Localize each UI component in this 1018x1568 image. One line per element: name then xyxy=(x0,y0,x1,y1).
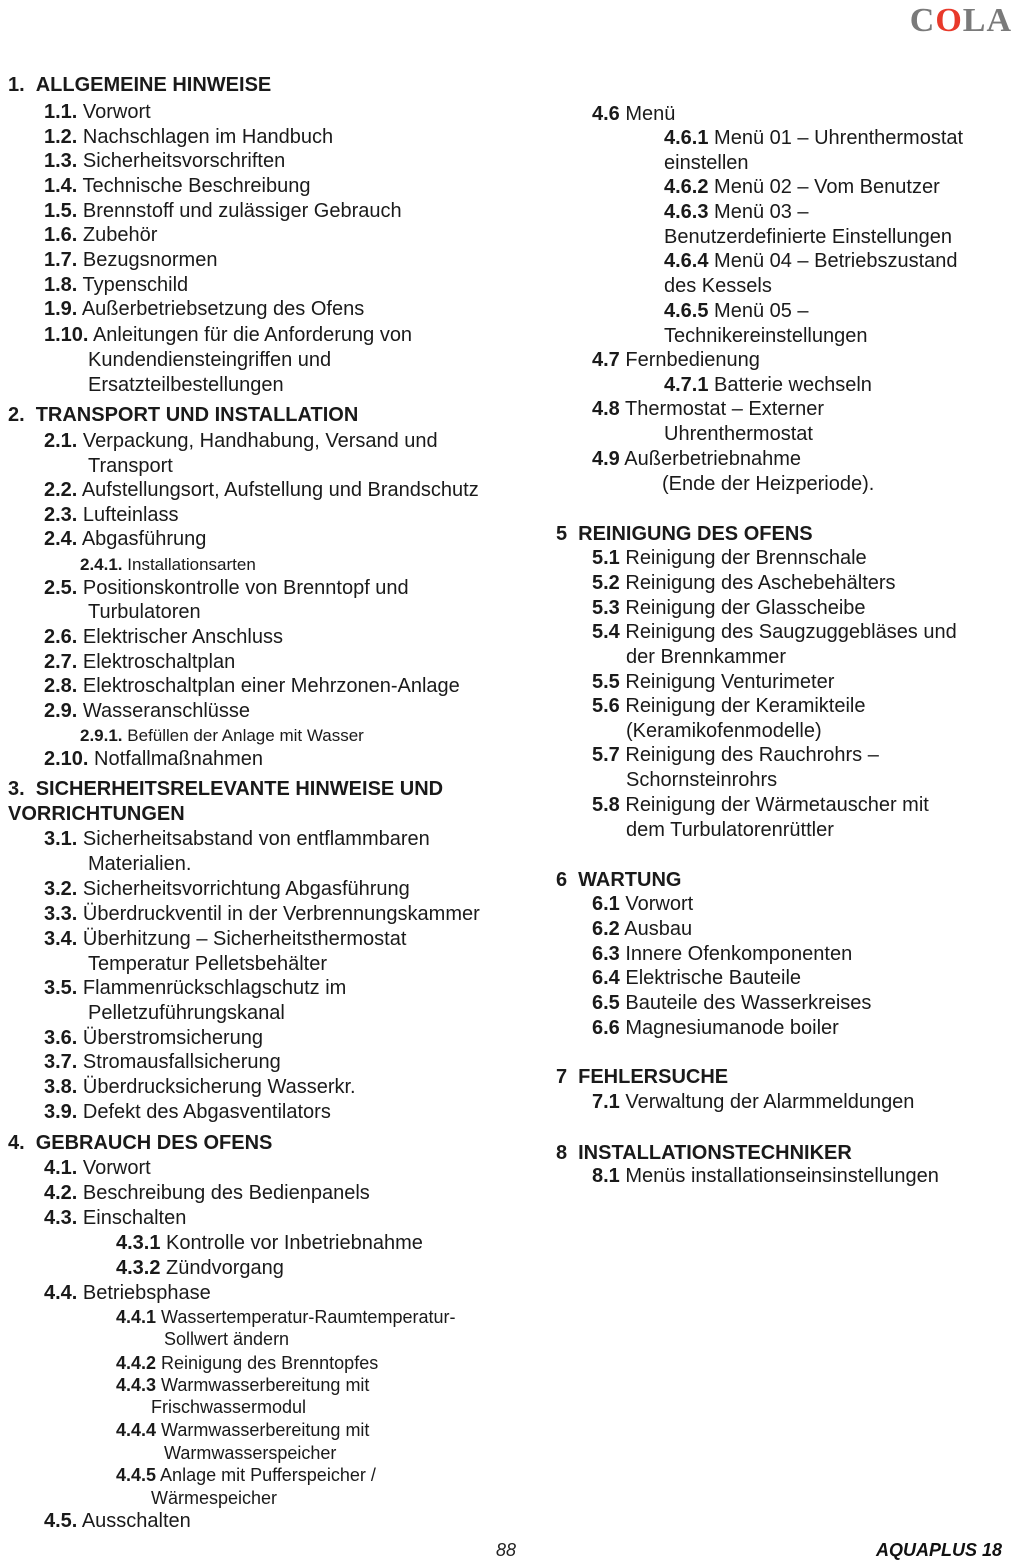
toc-entry-title: Menü 05 – xyxy=(708,300,809,322)
toc-entry-title: Warmwasserspeicher xyxy=(164,1443,337,1463)
toc-entry xyxy=(44,175,310,198)
toc-entry-number: 2.1. xyxy=(44,430,78,452)
toc-entry xyxy=(116,1420,369,1441)
toc-entry-number: 4.2. xyxy=(44,1182,78,1204)
toc-entry-number: 4.4.4 xyxy=(116,1420,157,1440)
toc-entry-title: Flammenrückschlagschutz im xyxy=(77,977,347,999)
toc-entry-number: 8.1 xyxy=(592,1165,620,1187)
toc-entry-title: Notfallmaßnahmen xyxy=(88,748,264,770)
toc-entry-number: 6.6 xyxy=(592,1017,620,1039)
toc-entry-continuation xyxy=(662,473,874,496)
toc-entry-title: Reinigung der Glasscheibe xyxy=(619,597,866,619)
toc-entry-number: 1. xyxy=(8,74,25,96)
toc-entry-continuation xyxy=(88,1002,285,1025)
toc-entry-title: Turbulatoren xyxy=(88,601,201,623)
toc-entry-number: 1.3. xyxy=(44,150,78,172)
toc-entry-title: Ausbau xyxy=(619,918,693,940)
toc-entry-number: 2.5. xyxy=(44,577,78,599)
toc-entry-title: Anlage mit Pufferspeicher / xyxy=(156,1465,376,1485)
toc-entry-number: 6.3 xyxy=(592,943,620,965)
toc-entry-number: 3.2. xyxy=(44,878,78,900)
toc-entry xyxy=(44,1207,186,1230)
toc-entry xyxy=(592,671,834,694)
toc-entry xyxy=(592,621,957,644)
toc-entry-title: einstellen xyxy=(664,152,749,174)
toc-entry-number: 3. xyxy=(8,778,25,800)
toc-entry-number: 4.6.3 xyxy=(664,201,709,223)
toc-entry-title: Bauteile des Wasserkreises xyxy=(619,992,872,1014)
toc-entry xyxy=(44,828,430,851)
toc-entry-title: Abgasführung xyxy=(77,528,207,550)
toc-entry xyxy=(592,918,692,941)
toc-entry-number: 4.7 xyxy=(592,349,620,371)
toc-entry-title: Zündvorgang xyxy=(160,1257,284,1279)
toc-entry-number: 8 xyxy=(556,1142,568,1164)
toc-entry-number: 5.1 xyxy=(592,547,620,569)
toc-entry xyxy=(44,298,364,321)
toc-entry xyxy=(44,1157,151,1180)
toc-entry-title: Schornsteinrohrs xyxy=(626,769,778,791)
toc-entry xyxy=(116,1232,423,1255)
toc-entry xyxy=(664,374,872,397)
toc-entry xyxy=(44,878,410,901)
toc-entry xyxy=(44,903,480,926)
toc-entry-number: 7.1 xyxy=(592,1091,620,1113)
toc-entry-title: Elektrische Bauteile xyxy=(619,967,802,989)
toc-entry-title: Reinigung der Wärmetauscher mit xyxy=(619,794,929,816)
toc-entry xyxy=(44,479,479,502)
toc-entry-title: Überhitzung – Sicherheitsthermostat xyxy=(77,928,407,950)
toc-entry-number: 1.6. xyxy=(44,224,78,246)
toc-entry-title: Außerbetriebnahme xyxy=(619,448,802,470)
toc-entry-number: 6.4 xyxy=(592,967,620,989)
toc-entry-title: Batterie wechseln xyxy=(708,374,872,396)
page-number: 88 xyxy=(496,1540,517,1560)
toc-entry-title: INSTALLATIONSTECHNIKER xyxy=(578,1142,852,1164)
toc-entry-continuation xyxy=(88,953,327,976)
toc-entry-number: 2. xyxy=(8,404,25,426)
toc-entry-title: Beschreibung des Bedienpanels xyxy=(77,1182,370,1204)
toc-entry-number: 3.4. xyxy=(44,928,78,950)
toc-section-heading xyxy=(8,74,271,97)
toc-entry-number: 1.8. xyxy=(44,274,78,296)
toc-entry xyxy=(592,744,879,767)
toc-entry-number: 1.4. xyxy=(44,175,78,197)
toc-section-heading xyxy=(8,778,443,801)
toc-entry-number: 1.1. xyxy=(44,101,78,123)
toc-entry xyxy=(44,748,263,771)
toc-entry-number: 2.8. xyxy=(44,675,78,697)
toc-entry-continuation xyxy=(664,325,867,348)
toc-entry-title: Transport xyxy=(88,455,173,477)
toc-section-heading xyxy=(556,523,813,546)
toc-entry-title: dem Turbulatorenrüttler xyxy=(626,819,834,841)
toc-entry-title: VORRICHTUNGEN xyxy=(8,803,185,825)
toc-entry xyxy=(44,324,412,347)
toc-entry xyxy=(592,943,852,966)
toc-entry-continuation xyxy=(88,455,173,478)
toc-entry-number: 4.9 xyxy=(592,448,620,470)
toc-entry xyxy=(80,555,256,575)
toc-entry-title: Wassertemperatur-Raumtemperatur- xyxy=(156,1307,456,1327)
toc-entry-number: 7 xyxy=(556,1066,568,1088)
toc-entry xyxy=(44,1282,211,1305)
toc-entry-title: Typenschild xyxy=(77,274,189,296)
toc-entry-title: Wasseranschlüsse xyxy=(77,700,251,722)
toc-entry-title: Sicherheitsvorschriften xyxy=(77,150,286,172)
toc-entry-number: 2.4.1. xyxy=(80,555,123,574)
toc-entry-title: Temperatur Pelletsbehälter xyxy=(88,953,328,975)
toc-entry-title: Einschalten xyxy=(77,1207,187,1229)
toc-entry xyxy=(44,430,438,453)
toc-entry xyxy=(44,1076,356,1099)
toc-entry-title: REINIGUNG DES OFENS xyxy=(578,523,813,545)
toc-entry xyxy=(592,103,675,126)
toc-entry-title: Lufteinlass xyxy=(77,504,179,526)
toc-entry-title: Nachschlagen im Handbuch xyxy=(77,126,334,148)
toc-entry-number: 5.5 xyxy=(592,671,620,693)
toc-entry-continuation xyxy=(626,646,786,669)
toc-entry-title: Menü 03 – xyxy=(708,201,809,223)
toc-entry-number: 3.7. xyxy=(44,1051,78,1073)
toc-entry-title: ALLGEMEINE HINWEISE xyxy=(35,74,272,96)
toc-entry-number: 4.3. xyxy=(44,1207,78,1229)
toc-entry xyxy=(44,651,235,674)
toc-entry-title: Technische Beschreibung xyxy=(77,175,311,197)
toc-entry xyxy=(592,695,866,718)
toc-entry-number: 3.9. xyxy=(44,1101,78,1123)
toc-entry-title: des Kessels xyxy=(664,275,772,297)
footer-product-title: AQUAPLUS 18 xyxy=(875,1540,1002,1560)
toc-entry xyxy=(44,528,206,551)
toc-entry xyxy=(592,967,801,990)
toc-entry-continuation xyxy=(88,349,331,372)
toc-entry-number: 1.10. xyxy=(44,324,89,346)
toc-entry-title: WARTUNG xyxy=(578,869,682,891)
toc-entry-title: Zubehör xyxy=(77,224,158,246)
toc-entry-continuation xyxy=(151,1397,306,1418)
toc-entry-number: 4.4. xyxy=(44,1282,78,1304)
toc-entry-number: 3.3. xyxy=(44,903,78,925)
toc-entry-title: Reinigung des Aschebehälters xyxy=(619,572,896,594)
toc-entry-number: 4.8 xyxy=(592,398,620,420)
toc-entry-continuation xyxy=(626,819,834,842)
toc-entry xyxy=(44,577,409,600)
toc-entry-title: Anleitungen für die Anforderung von xyxy=(88,324,413,346)
toc-entry-title: Ausschalten xyxy=(77,1510,191,1532)
toc-section-heading xyxy=(8,404,358,427)
toc-entry-title: (Ende der Heizperiode). xyxy=(662,473,875,495)
toc-entry-number: 3.5. xyxy=(44,977,78,999)
toc-entry xyxy=(664,201,809,224)
toc-entry-continuation xyxy=(164,1443,336,1464)
toc-entry-number: 2.10. xyxy=(44,748,89,770)
toc-section-heading xyxy=(556,869,681,892)
toc-entry xyxy=(664,127,963,150)
toc-entry-continuation xyxy=(626,720,822,743)
toc-entry xyxy=(592,398,824,421)
toc-entry-title: Menü 01 – Uhrenthermostat xyxy=(708,127,964,149)
toc-entry-number: 3.8. xyxy=(44,1076,78,1098)
toc-entry-title: SICHERHEITSRELEVANTE HINWEISE UND xyxy=(35,778,444,800)
toc-entry-title: Aufstellungsort, Aufstellung und Brandschutz xyxy=(77,479,479,501)
toc-entry-number: 2.2. xyxy=(44,479,78,501)
toc-entry xyxy=(664,176,940,199)
toc-entry-title: Reinigung des Rauchrohrs – xyxy=(619,744,879,766)
toc-entry-number: 2.6. xyxy=(44,626,78,648)
toc-entry-continuation xyxy=(664,423,813,446)
toc-entry-number: 5.8 xyxy=(592,794,620,816)
toc-entry xyxy=(44,126,333,149)
toc-entry-number: 4.4.1 xyxy=(116,1307,157,1327)
toc-entry-title: Verpackung, Handhabung, Versand und xyxy=(77,430,438,452)
toc-entry-title: Vorwort xyxy=(77,101,151,123)
toc-entry-number: 5.2 xyxy=(592,572,620,594)
toc-entry-number: 1.5. xyxy=(44,200,78,222)
toc-entry-title: Vorwort xyxy=(77,1157,151,1179)
toc-entry xyxy=(80,726,364,746)
toc-entry xyxy=(44,700,250,723)
toc-entry-title: Überdrucksicherung Wasserkr. xyxy=(77,1076,356,1098)
toc-entry xyxy=(592,448,801,471)
toc-entry xyxy=(44,626,283,649)
toc-entry-title: Fernbedienung xyxy=(619,349,760,371)
toc-entry-continuation xyxy=(8,803,185,826)
toc-entry-number: 6.2 xyxy=(592,918,620,940)
toc-entry-number: 4.7.1 xyxy=(664,374,709,396)
toc-entry-number: 2.7. xyxy=(44,651,78,673)
toc-entry xyxy=(44,1051,281,1074)
toc-entry-title: der Brennkammer xyxy=(626,646,787,668)
toc-entry-number: 4.3.2 xyxy=(116,1257,161,1279)
toc-entry-continuation xyxy=(88,853,191,876)
toc-entry xyxy=(44,249,217,272)
toc-entry-title: Warmwasserbereitung mit xyxy=(156,1375,370,1395)
toc-entry-number: 2.4. xyxy=(44,528,78,550)
toc-entry-title: Menü 04 – Betriebszustand xyxy=(708,250,958,272)
toc-entry xyxy=(592,992,871,1015)
toc-entry-title: Reinigung der Keramikteile xyxy=(619,695,866,717)
toc-entry-title: Positionskontrolle von Brenntopf und xyxy=(77,577,409,599)
toc-entry-title: Sicherheitsabstand von entflammbaren xyxy=(77,828,430,850)
toc-entry-number: 6.5 xyxy=(592,992,620,1014)
toc-entry-title: Überstromsicherung xyxy=(77,1027,263,1049)
toc-entry-number: 6.1 xyxy=(592,893,620,915)
toc-entry xyxy=(116,1257,284,1280)
toc-entry-title: FEHLERSUCHE xyxy=(578,1066,729,1088)
toc-entry-title: Brennstoff und zulässiger Gebrauch xyxy=(77,200,402,222)
toc-entry-number: 5.7 xyxy=(592,744,620,766)
toc-section-heading xyxy=(8,1132,272,1155)
toc-entry-number: 2.9. xyxy=(44,700,78,722)
toc-entry-title: Frischwassermodul xyxy=(151,1397,307,1417)
toc-entry-title: Befüllen der Anlage mit Wasser xyxy=(122,726,364,745)
toc-entry-number: 4.6.2 xyxy=(664,176,709,198)
toc-entry xyxy=(592,893,693,916)
toc-entry-title: Kontrolle vor Inbetriebnahme xyxy=(160,1232,423,1254)
toc-entry-continuation xyxy=(164,1329,289,1350)
toc-entry xyxy=(116,1307,455,1328)
toc-entry-title: Bezugsnormen xyxy=(77,249,218,271)
toc-entry-title: Elektroschaltplan einer Mehrzonen-Anlage xyxy=(77,675,460,697)
toc-entry-title: (Keramikofenmodelle) xyxy=(626,720,822,742)
toc-entry xyxy=(592,1165,939,1188)
toc-entry xyxy=(592,572,896,595)
toc-entry xyxy=(592,1017,839,1040)
toc-entry-title: Kundendiensteingriffen und xyxy=(88,349,332,371)
toc-entry-continuation xyxy=(664,226,952,249)
toc-entry-title: Menü xyxy=(619,103,676,125)
toc-entry-title: Elektrischer Anschluss xyxy=(77,626,283,648)
toc-entry xyxy=(44,977,346,1000)
toc-entry-number: 1.2. xyxy=(44,126,78,148)
toc-entry-number: 4.6 xyxy=(592,103,620,125)
toc-entry-title: Uhrenthermostat xyxy=(664,423,813,445)
toc-entry xyxy=(44,1101,331,1124)
toc-entry-title: Überdruckventil in der Verbrennungskammer xyxy=(77,903,480,925)
toc-entry-title: Pelletzuführungskanal xyxy=(88,1002,285,1024)
toc-entry-continuation xyxy=(88,374,284,397)
toc-entry-title: Wärmespeicher xyxy=(151,1488,278,1508)
toc-entry-number: 6 xyxy=(556,869,568,891)
toc-entry-title: Verwaltung der Alarmmeldungen xyxy=(619,1091,915,1113)
toc-entry-title: Defekt des Abgasventilators xyxy=(77,1101,331,1123)
toc-entry-title: Technikereinstellungen xyxy=(664,325,868,347)
toc-entry xyxy=(44,1027,263,1050)
toc-entry xyxy=(44,504,179,527)
toc-entry-number: 4.4.5 xyxy=(116,1465,157,1485)
toc-entry-number: 4.4.2 xyxy=(116,1353,157,1373)
toc-entry-title: TRANSPORT UND INSTALLATION xyxy=(35,404,359,426)
toc-entry-title: Stromausfallsicherung xyxy=(77,1051,281,1073)
toc-entry-title: Innere Ofenkomponenten xyxy=(619,943,853,965)
toc-entry xyxy=(44,274,188,297)
toc-entry-number: 2.3. xyxy=(44,504,78,526)
toc-entry-number: 5.6 xyxy=(592,695,620,717)
toc-entry-title: Außerbetriebsetzung des Ofens xyxy=(77,298,365,320)
toc-entry-number: 4.4.3 xyxy=(116,1375,157,1395)
toc-entry-number: 5.4 xyxy=(592,621,620,643)
toc-entry xyxy=(116,1375,369,1396)
toc-section-heading xyxy=(556,1142,852,1165)
toc-entry-number: 3.6. xyxy=(44,1027,78,1049)
toc-entry xyxy=(116,1465,376,1486)
toc-entry xyxy=(44,675,460,698)
toc-entry-continuation xyxy=(664,275,772,298)
toc-entry-title: Sicherheitsvorrichtung Abgasführung xyxy=(77,878,410,900)
toc-entry-title: Reinigung Venturimeter xyxy=(619,671,835,693)
toc-entry xyxy=(592,1091,914,1114)
toc-entry-title: Elektroschaltplan xyxy=(77,651,236,673)
toc-entry-title: Menüs installationseinsinstellungen xyxy=(619,1165,939,1187)
toc-entry-title: Betriebsphase xyxy=(77,1282,211,1304)
toc-entry-continuation xyxy=(626,769,777,792)
toc-entry-number: 5.3 xyxy=(592,597,620,619)
toc-entry xyxy=(116,1353,378,1374)
toc-entry-continuation xyxy=(151,1488,277,1509)
toc-entry xyxy=(44,150,285,173)
toc-entry xyxy=(44,224,157,247)
toc-entry xyxy=(44,1182,370,1205)
toc-entry-title: Sollwert ändern xyxy=(164,1329,290,1349)
toc-entry-number: 4.3.1 xyxy=(116,1232,161,1254)
toc-entry-title: GEBRAUCH DES OFENS xyxy=(35,1132,273,1154)
toc-entry xyxy=(592,794,929,817)
toc-entry-number: 4.1. xyxy=(44,1157,78,1179)
toc-entry-number: 4.6.4 xyxy=(664,250,709,272)
toc-entry-title: Reinigung des Brenntopfes xyxy=(156,1353,379,1373)
toc-entry-title: Menü 02 – Vom Benutzer xyxy=(708,176,940,198)
toc-entry-title: Warmwasserbereitung mit xyxy=(156,1420,370,1440)
toc-entry xyxy=(44,1510,191,1533)
toc-entry-number: 1.7. xyxy=(44,249,78,271)
toc-entry-title: Reinigung des Saugzuggebläses und xyxy=(619,621,957,643)
toc-entry xyxy=(44,928,406,951)
toc-entry-number: 4.5. xyxy=(44,1510,78,1532)
toc-entry-title: Thermostat – Externer xyxy=(619,398,824,420)
cola-logo: COLA xyxy=(909,2,1012,39)
toc-entry-number: 4. xyxy=(8,1132,25,1154)
toc-entry-title: Installationsarten xyxy=(122,555,256,574)
toc-entry-continuation xyxy=(88,601,201,624)
toc-entry xyxy=(664,250,958,273)
toc-entry xyxy=(664,300,809,323)
toc-entry-title: Magnesiumanode boiler xyxy=(619,1017,839,1039)
toc-entry-number: 1.9. xyxy=(44,298,78,320)
toc-entry xyxy=(592,547,867,570)
toc-entry-title: Benutzerdefinierte Einstellungen xyxy=(664,226,952,248)
toc-entry-number: 4.6.5 xyxy=(664,300,709,322)
toc-entry-title: Reinigung der Brennschale xyxy=(619,547,867,569)
toc-entry-title: Vorwort xyxy=(619,893,694,915)
toc-entry-continuation xyxy=(664,152,749,175)
toc-entry-number: 3.1. xyxy=(44,828,78,850)
toc-entry xyxy=(592,349,760,372)
toc-entry-number: 2.9.1. xyxy=(80,726,123,745)
toc-entry-title: Materialien. xyxy=(88,853,192,875)
toc-entry xyxy=(44,200,402,223)
toc-entry xyxy=(592,597,866,620)
toc-section-heading xyxy=(556,1066,728,1089)
toc-entry-number: 4.6.1 xyxy=(664,127,709,149)
toc-entry-title: Ersatzteilbestellungen xyxy=(88,374,284,396)
toc-entry xyxy=(44,101,151,124)
toc-entry-number: 5 xyxy=(556,523,568,545)
